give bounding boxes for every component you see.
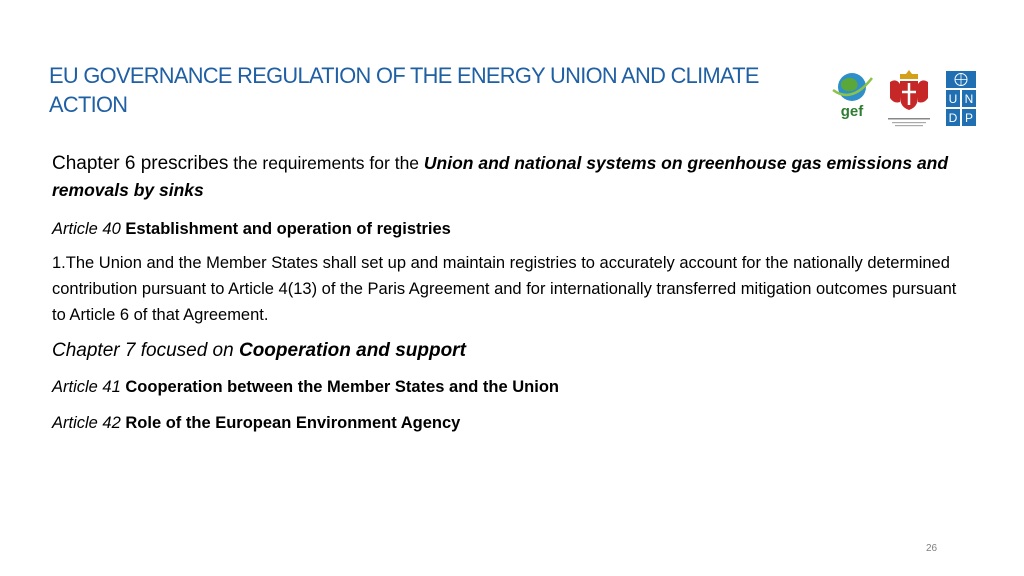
article-41-heading <box>52 376 962 398</box>
article-40-heading <box>52 218 962 240</box>
chapter-6-mid: the requirements for the <box>228 153 424 173</box>
partner-logos <box>828 68 978 130</box>
chapter-6-lead: Chapter 6 prescribes <box>52 153 229 174</box>
slide-title: EU GOVERNANCE REGULATION OF THE ENERGY UNION AND CLIMATE ACTION <box>49 63 759 117</box>
undp-letter-p: P <box>964 111 974 125</box>
chapter-7-paragraph <box>52 338 962 364</box>
chapter-6-emphasis: Union and national systems on greenhouse gas emissions and removals by sinks <box>52 153 949 200</box>
undp-letter-u: U <box>948 92 958 106</box>
article-42-heading <box>52 412 962 434</box>
undp-letter-d: D <box>948 111 958 125</box>
chapter-7-emphasis: Cooperation and support <box>238 340 466 361</box>
article-41-title: Cooperation between the Member States and the Union <box>125 378 560 396</box>
slide-body <box>52 150 962 434</box>
article-42-title: Role of the European Environment Agency <box>125 414 461 432</box>
article-41-label: Article 41 <box>52 378 121 396</box>
gef-logo <box>830 70 874 120</box>
article-42-label: Article 42 <box>52 414 121 432</box>
article-40-paragraph-1: 1.The Union and the Member States shall set up and maintain registries to accurately account for the nationally determined contribution pursuant to Article 4(13) of the Paris Agreement and for internationally transferred mitigation outcomes pursuant to Article 6 of that Agreement. <box>52 254 957 324</box>
article-40-title: Establishment and operation of registries <box>125 220 451 238</box>
gef-logo-text: gef <box>840 103 864 120</box>
undp-letter-n: N <box>964 92 974 106</box>
page-number: 26 <box>926 543 938 554</box>
undp-logo <box>946 71 976 127</box>
serbia-coat-of-arms-logo <box>886 68 932 130</box>
article-40-label: Article 40 <box>52 220 121 238</box>
chapter-6-paragraph <box>52 150 962 204</box>
chapter-7-lead: Chapter 7 focused on <box>52 340 239 361</box>
